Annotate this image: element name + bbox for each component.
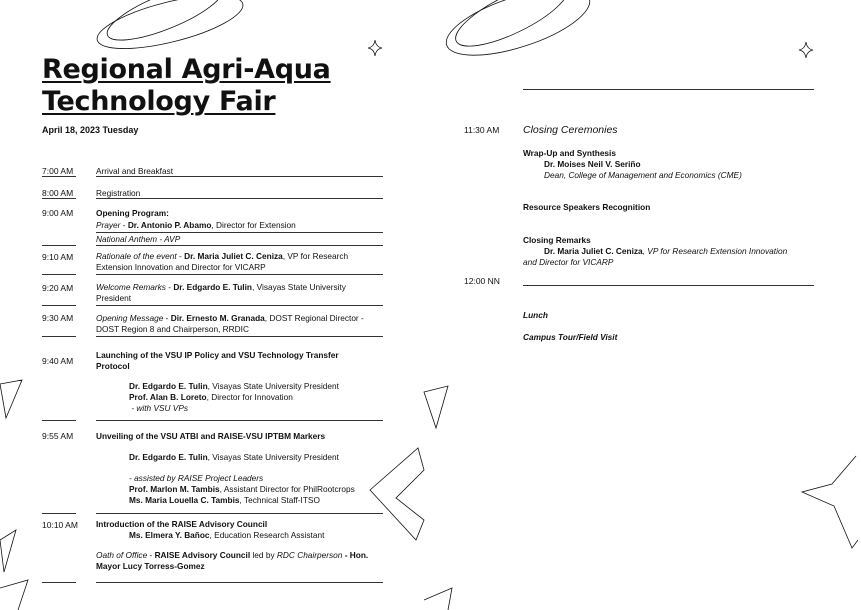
campus-tour-item: Campus Tour/Field Visit <box>523 332 618 342</box>
divider <box>42 245 76 246</box>
advisory-person-line <box>129 530 389 541</box>
opening-message-role-1: , DOST Regional Director - <box>264 313 364 323</box>
launching-title <box>96 350 386 372</box>
time-0940: 9:40 AM <box>42 356 74 366</box>
divider <box>96 336 383 337</box>
closing-ceremonies-title: Closing Ceremonies <box>523 124 618 136</box>
oath-chair: RDC Chairperson <box>276 550 343 560</box>
time-0700: 7:00 AM <box>42 166 74 176</box>
launching-role-1: , Visayas State University President <box>207 381 339 391</box>
launching-title-1: Launching of the VSU IP Policy and VSU Technology Transfer <box>96 350 339 360</box>
closing-remarks-role-1: , VP for Research Extension Innovation <box>642 246 788 256</box>
unveiling-role-1: , Visayas State University President <box>207 452 339 462</box>
unveiling-person-2: Prof. Marlon M. Tambis <box>129 484 220 494</box>
divider <box>42 274 76 275</box>
time-1130: 11:30 AM <box>464 125 500 135</box>
swirl-ellipse-right-1 <box>439 0 597 69</box>
opening-program-title: Opening Program: <box>96 208 169 218</box>
launching-person-2: Prof. Alan B. Loreto <box>129 392 207 402</box>
time-0920: 9:20 AM <box>42 283 74 293</box>
divider <box>96 176 383 177</box>
advisory-person-1: Ms. Elmera Y. Bañoc <box>129 530 210 540</box>
launching-title-2: Protocol <box>96 361 130 371</box>
divider <box>96 420 383 421</box>
item-registration: Registration <box>96 188 141 198</box>
event-date: April 18, 2023 Tuesday <box>42 125 139 135</box>
star-shape-right <box>802 456 858 548</box>
opening-message-name: Dir. Ernesto M. Granada <box>170 313 265 323</box>
triangle-left-1 <box>0 380 22 418</box>
rationale-label: Rationale of the event <box>96 251 177 261</box>
prayer-name: Dr. Antonio P. Abamo <box>127 220 212 230</box>
rationale-role-2: Extension Innovation and Director for VICARP <box>96 262 266 272</box>
divider <box>42 336 76 337</box>
divider <box>96 232 383 233</box>
page-title <box>42 54 382 118</box>
closing-remarks-role-2: and Director for VICARP <box>523 257 614 267</box>
divider <box>96 245 383 246</box>
oath-line: Oath of Office - RAISE Advisory Council led by RDC Chairperson - Hon. Mayor Lucy Torress-Gomez <box>96 550 369 571</box>
time-0900: 9:00 AM <box>42 208 74 218</box>
divider <box>96 513 383 514</box>
divider <box>96 198 383 199</box>
oath-hon: - Hon. <box>342 550 369 560</box>
title-line-2: Technology Fair <box>42 86 276 117</box>
oath-mayor: Mayor Lucy Torress-Gomez <box>96 561 205 571</box>
unveiling-role-3: , Technical Staff-ITSO <box>239 495 320 505</box>
oath-led-by: led by <box>250 550 277 560</box>
unveiling-role-2: , Assistant Director for PhilRootcrops <box>219 484 355 494</box>
title-line-1: Regional Agri-Aqua <box>42 54 331 85</box>
swirl-ellipse-left-1 <box>92 0 247 60</box>
item-arrival: Arrival and Breakfast <box>96 166 174 176</box>
lunch-item: Lunch <box>523 310 548 320</box>
divider <box>42 513 76 514</box>
launching-with: - with VSU VPs <box>131 403 189 413</box>
unveiling-person-3: Ms. Maria Louella C. Tambis <box>129 495 240 505</box>
divider <box>96 274 383 275</box>
welcome-item: Welcome Remarks - Dr. Edgardo E. Tulin, Visayas State University President <box>96 282 346 303</box>
unveiling-assist-block <box>129 473 389 506</box>
unveiling-assist: - assisted by RAISE Project Leaders <box>129 473 264 483</box>
rationale-role-1: , VP for Research <box>282 251 349 261</box>
launching-people <box>129 381 389 414</box>
time-0955: 9:55 AM <box>42 431 74 441</box>
opening-message-role-2: DOST Region 8 and Chairperson, RRDIC <box>96 324 249 334</box>
time-1200: 12:00 NN <box>464 276 500 286</box>
wrap-up-title: Wrap-Up and Synthesis <box>523 148 616 158</box>
unveiling-person-1-line <box>129 452 389 463</box>
time-0930: 9:30 AM <box>42 313 74 323</box>
closing-remarks-title: Closing Remarks <box>523 235 591 245</box>
wrap-up-block <box>523 148 823 181</box>
time-1010: 10:10 AM <box>42 520 78 530</box>
recognition-title: Resource Speakers Recognition <box>523 202 651 212</box>
rationale-item: Rationale of the event - Dr. Maria Juliet C. Ceniza, VP for Research Extension Innovation and Director for VICARP <box>96 251 349 272</box>
triangle-left-3 <box>0 580 28 610</box>
closing-remarks-block <box>523 235 823 268</box>
divider <box>523 285 814 286</box>
prayer-role: , Director for Extension <box>211 220 296 230</box>
wrap-up-name: Dr. Moises Neil V. Seriño <box>544 159 641 169</box>
triangle-left-2 <box>0 530 16 572</box>
unveiling-title: Unveiling of the VSU ATBI and RAISE-VSU IPTBM Markers <box>96 431 326 441</box>
advisory-title: Introduction of the RAISE Advisory Council <box>96 519 268 529</box>
welcome-role-2: President <box>96 293 132 303</box>
divider <box>523 89 814 90</box>
triangle-mid-1 <box>424 386 448 428</box>
time-0910: 9:10 AM <box>42 252 74 262</box>
divider <box>42 198 76 199</box>
wrap-up-role: Dean, College of Management and Economics (CME) <box>544 170 742 180</box>
closing-remarks-name: Dr. Maria Juliet C. Ceniza <box>544 246 643 256</box>
anthem-line: National Anthem - AVP <box>96 234 181 244</box>
divider <box>42 582 76 583</box>
time-0800: 8:00 AM <box>42 188 74 198</box>
divider <box>42 420 76 421</box>
welcome-name: Dr. Edgardo E. Tulin <box>173 282 252 292</box>
prayer-label: Prayer <box>96 220 121 230</box>
triangle-mid-2 <box>424 588 452 610</box>
opening-message-item: Opening Message - Dir. Ernesto M. Granada, DOST Regional Director - DOST Region 8 and Chairperson, RRDIC <box>96 313 364 334</box>
advisory-role-1: , Education Research Assistant <box>209 530 325 540</box>
launching-role-2: , Director for Innovation <box>206 392 293 402</box>
prayer-line: Prayer - Dr. Antonio P. Abamo, Director for Extension <box>96 220 296 230</box>
divider <box>42 176 76 177</box>
unveiling-person-1: Dr. Edgardo E. Tulin <box>129 452 208 462</box>
launching-person-1: Dr. Edgardo E. Tulin <box>129 381 208 391</box>
sparkle-icon-right <box>799 42 813 58</box>
opening-message-label: Opening Message <box>96 313 164 323</box>
rationale-name: Dr. Maria Juliet C. Ceniza <box>184 251 283 261</box>
divider <box>42 305 76 306</box>
oath-label: Oath of Office <box>96 550 148 560</box>
divider <box>96 582 383 583</box>
welcome-role-1: , Visayas State University <box>251 282 346 292</box>
welcome-label: Welcome Remarks <box>96 282 166 292</box>
oath-council: RAISE Advisory Council <box>154 550 251 560</box>
divider <box>96 305 383 306</box>
